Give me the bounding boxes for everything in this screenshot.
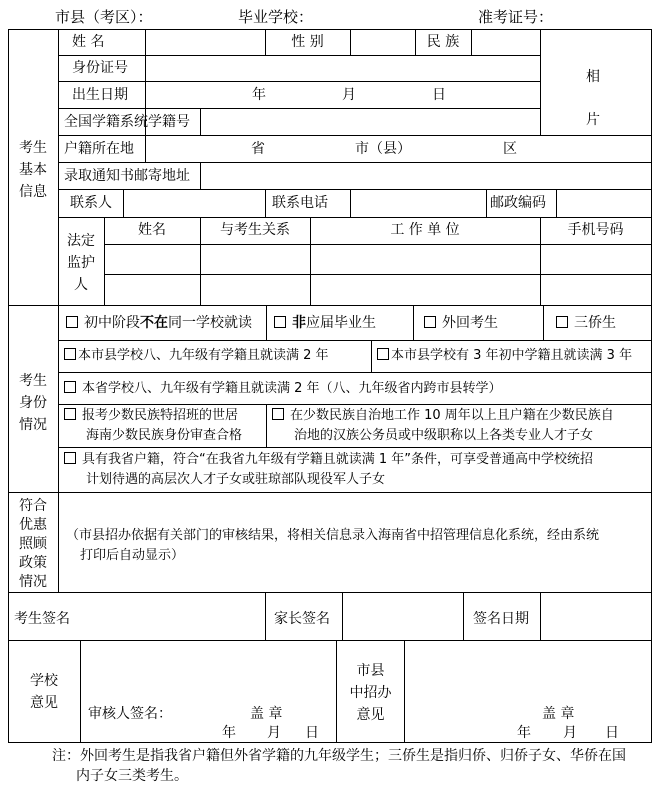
row-line	[58, 55, 541, 56]
city-day-unit: 日	[605, 725, 619, 741]
row-line	[104, 244, 651, 245]
col-line	[543, 305, 544, 340]
table-border-left	[8, 29, 9, 743]
city-opinion-title-2: 中招办	[349, 685, 392, 701]
policy-section-title: 符合优惠照顾政策情况	[19, 498, 47, 590]
option-city-school-3yrs[interactable]: 本市县学校有 3 年初中学籍且就读满 3 年	[377, 347, 632, 365]
ethnicity-label: 民 族	[426, 34, 460, 50]
school-seal-label: 盖 章	[250, 706, 283, 722]
col-line	[540, 29, 541, 135]
basic-info-section-title: 考生基本信息	[19, 140, 47, 200]
school-label: 毕业学校：	[238, 8, 314, 26]
birth-day-unit: 日	[432, 87, 446, 103]
checkbox-icon	[556, 316, 568, 328]
phone-label: 联系电话	[272, 195, 328, 211]
mail-address-label: 录取通知书邮寄地址	[64, 168, 190, 184]
col-line	[123, 189, 124, 217]
col-line	[486, 189, 487, 217]
district-unit: 区	[503, 141, 517, 157]
option-autonomous-region[interactable]: 在少数民族自治地工作 10 周年以上且户籍在少数民族自 治地的汉族公务员或中级职称以上各类专业人才子女	[272, 406, 614, 446]
row-line	[8, 592, 652, 593]
row-line	[58, 81, 541, 82]
option-province-school-2yrs[interactable]: 本省学校八、九年级有学籍且就读满 2 年（八、九年级省内跨市县转学）	[64, 380, 502, 398]
province-unit: 省	[251, 141, 265, 157]
col-line	[556, 189, 557, 217]
school-year-unit: 年	[222, 725, 236, 741]
col-line	[413, 305, 414, 340]
photo-label-1: 相	[586, 69, 600, 85]
gender-label: 性 别	[291, 34, 324, 50]
checkbox-icon	[64, 348, 76, 360]
col-line	[342, 592, 343, 640]
option-minority-special-class[interactable]: 报考少数民族特招班的世居 海南少数民族身份审查合格	[64, 406, 242, 446]
parent-signature-label: 家长签名	[274, 611, 330, 627]
birth-month-unit: 月	[342, 87, 356, 103]
table-border-right	[651, 29, 652, 743]
col-line	[463, 592, 464, 640]
row-line	[58, 189, 651, 190]
table-border-top	[8, 29, 652, 30]
name-label: 姓 名	[72, 34, 105, 50]
col-line	[540, 592, 541, 640]
birth-year-unit: 年	[252, 87, 266, 103]
table-border-bottom	[8, 742, 652, 743]
guardian-col-name: 姓名	[138, 222, 166, 238]
checkbox-icon	[274, 316, 286, 328]
identity-section-title: 考生身份情况	[19, 373, 47, 433]
col-line	[371, 340, 372, 372]
col-line	[266, 404, 267, 447]
row-line	[58, 162, 651, 163]
reviewer-signature-label: 审核人签名：	[88, 706, 172, 722]
col-line	[350, 189, 351, 217]
school-day-unit: 日	[305, 725, 319, 741]
city-month-unit: 月	[563, 725, 577, 741]
policy-note: （市县招办依据有关部门的审核结果，将相关信息录入海南省中招管理信息化系统，经由系统 打印后自动显示）	[66, 528, 600, 563]
city-year-unit: 年	[517, 725, 531, 741]
col-line	[80, 640, 81, 742]
signature-date-label: 签名日期	[473, 611, 529, 627]
col-line	[265, 189, 266, 217]
contact-label: 联系人	[70, 195, 112, 211]
student-number-label: 全国学籍系统学籍号	[64, 114, 190, 130]
col-line	[265, 592, 266, 640]
row-line	[58, 404, 651, 405]
option-not-same-school[interactable]: 初中阶段不在同一学校就读	[66, 314, 252, 332]
postcode-label: 邮政编码	[490, 195, 546, 211]
hukou-label: 户籍所在地	[64, 141, 134, 157]
col-line	[200, 108, 201, 135]
id-card-label: 身份证号	[72, 60, 128, 76]
row-line	[8, 492, 652, 493]
checkbox-icon	[64, 381, 76, 393]
school-month-unit: 月	[267, 725, 281, 741]
option-returning-student[interactable]: 外回考生	[424, 314, 498, 332]
guardian-col-employer: 工 作 单 位	[390, 222, 460, 238]
city-unit: 市（县）	[355, 141, 411, 157]
exam-number-label: 准考证号：	[478, 8, 554, 26]
birth-date-label: 出生日期	[72, 87, 128, 103]
checkbox-icon	[64, 408, 76, 420]
row-line	[8, 640, 652, 641]
checkbox-icon	[377, 348, 389, 360]
photo-label-2: 片	[586, 112, 600, 128]
row-line	[58, 447, 651, 448]
guardian-col-relation: 与考生关系	[220, 222, 290, 238]
col-line	[266, 305, 267, 340]
row-line	[58, 372, 651, 373]
city-seal-label: 盖 章	[542, 706, 575, 722]
city-opinion-title-3: 意见	[356, 707, 385, 723]
col-line	[404, 640, 405, 742]
row-line	[58, 217, 651, 218]
guardian-label: 法定监护人	[67, 233, 95, 293]
checkbox-icon	[66, 316, 78, 328]
county-label: 市县（考区）：	[55, 8, 153, 26]
row-line	[58, 108, 541, 109]
col-line	[471, 29, 472, 55]
checkbox-icon	[424, 316, 436, 328]
footnote: 注：外回考生是指我省户籍但外省学籍的九年级学生；三侨生是指归侨、归侨子女、华侨在国 内子女三类考生。	[52, 748, 626, 784]
guardian-col-mobile: 手机号码	[567, 222, 624, 238]
checkbox-icon	[64, 452, 76, 464]
checkbox-icon	[272, 408, 284, 420]
option-high-level-talent[interactable]: 具有我省户籍，符合“在我省九年级有学籍且就读满 1 年”条件，可享受普通高中学校统招 计划待遇的高层次人才子女或驻琼部队现役军人子女	[64, 450, 593, 490]
school-opinion-title-1: 学校	[30, 673, 58, 689]
option-city-school-2yrs[interactable]: 本市县学校八、九年级有学籍且就读满 2 年	[64, 347, 329, 365]
section-label-divider	[58, 29, 59, 592]
school-opinion-title-2: 意见	[30, 695, 58, 711]
city-opinion-title-1: 市县	[356, 663, 385, 679]
option-non-fresh-graduate[interactable]: 非应届毕业生	[274, 314, 376, 332]
row-line	[8, 305, 652, 306]
student-signature-label: 考生签名	[14, 611, 70, 627]
row-line	[104, 274, 651, 275]
col-line	[145, 29, 146, 162]
option-overseas-chinese[interactable]: 三侨生	[556, 314, 616, 332]
col-line	[200, 162, 201, 189]
col-line	[350, 29, 351, 55]
row-line	[58, 135, 651, 136]
row-line	[58, 340, 651, 341]
